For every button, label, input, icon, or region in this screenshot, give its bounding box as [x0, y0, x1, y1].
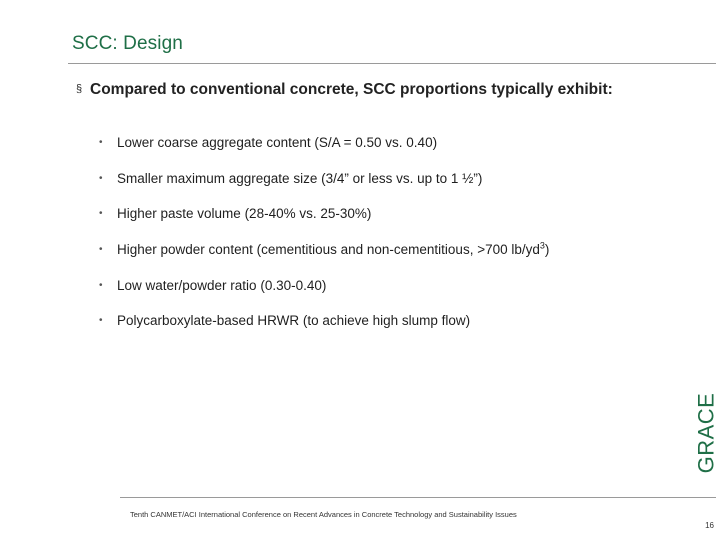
footer-divider	[120, 497, 716, 498]
title-divider	[68, 63, 716, 64]
sub-bullet-item	[99, 267, 699, 303]
bullet-dot: •	[99, 244, 103, 256]
bullet-dot: •	[99, 208, 103, 220]
sub-bullet-text: Higher paste volume (28-40% vs. 25-30%)	[117, 206, 372, 222]
sub-bullet-text: Lower coarse aggregate content (S/A = 0.50 vs. 0.40)	[117, 135, 438, 151]
superscript-exponent: 3	[539, 240, 545, 251]
sub-bullet-item	[99, 303, 699, 339]
page-number: 16	[705, 521, 714, 530]
sub-bullet-text: Smaller maximum aggregate size (3/4” or less vs. up to 1 ½”)	[117, 170, 483, 186]
sub-bullet-text-main: Higher powder content (cementitious and non-cementitious, >700 lb/yd	[117, 242, 540, 258]
sub-bullet-text: Low water/powder ratio (0.30-0.40)	[117, 277, 327, 293]
sub-bullet-text	[117, 242, 549, 257]
grace-logo	[695, 378, 717, 488]
sub-bullet-item	[99, 125, 699, 161]
sub-bullet-item	[99, 196, 699, 232]
slide-title: SCC: Design	[72, 33, 183, 54]
sub-bullet-list	[99, 125, 699, 339]
section-bullet-marker: §	[76, 83, 83, 95]
sub-bullet-item	[99, 161, 699, 197]
logo-text: GRACE	[693, 392, 718, 474]
bullet-dot: •	[99, 137, 103, 149]
sub-bullet-text: Polycarboxylate-based HRWR (to achieve high slump flow)	[117, 313, 471, 329]
bullet-dot: •	[99, 172, 103, 184]
sub-bullet-item	[99, 232, 699, 268]
footer-conference-text: Tenth CANMET/ACI International Conference on Recent Advances in Concrete Technology and Sustainability Issues	[130, 510, 517, 519]
sub-bullet-text-suffix: )	[544, 242, 550, 258]
main-bullet-point	[76, 80, 656, 100]
bullet-dot: •	[99, 315, 103, 327]
bullet-dot: •	[99, 279, 103, 291]
main-bullet-text: Compared to conventional concrete, SCC proportions typically exhibit:	[90, 81, 613, 98]
